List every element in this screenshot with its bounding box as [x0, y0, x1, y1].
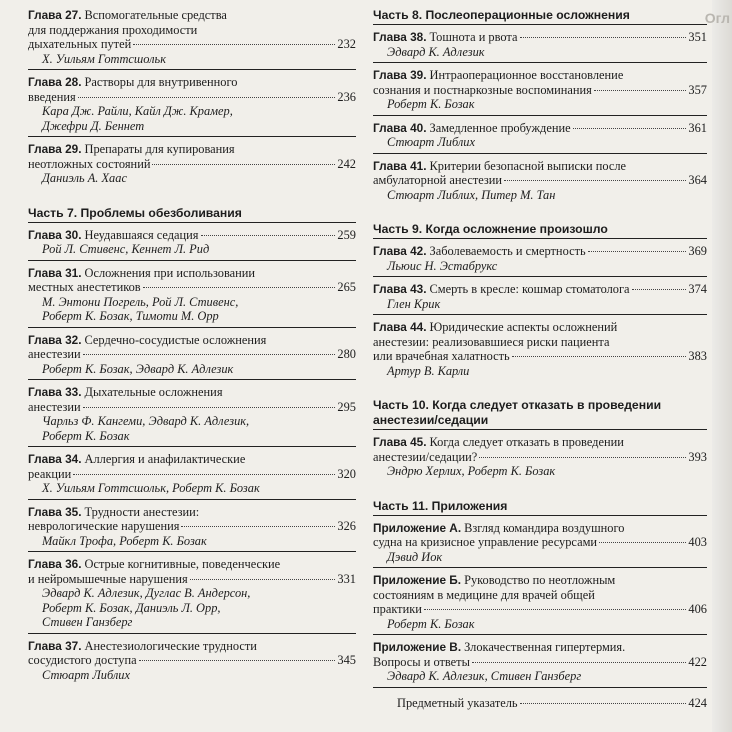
chapter-title: Критерии безопасной выписки после [429, 158, 627, 173]
chapter-authors: Льюис Н. Эстабрукс [387, 258, 498, 273]
chapter-title: Взгляд командира воздушного [464, 520, 625, 535]
left-column [28, 8, 356, 690]
chapter-title-line: анестезии [28, 347, 81, 361]
chapter-authors: Х. Уильям Готтсшольк, Роберт К. Бозак [42, 481, 260, 495]
toc-entry[interactable] [373, 640, 707, 688]
leader-dots [599, 542, 686, 543]
chapter-number: Глава 44. [373, 320, 427, 334]
toc-entry-index[interactable] [373, 696, 707, 711]
chapter-authors: Стюарт Либлих, Питер М. Тан [387, 187, 556, 202]
chapter-authors: Эндрю Херлих, Роберт К. Бозак [387, 464, 556, 478]
chapter-title: Трудности анестезии: [84, 504, 200, 519]
toc-entry[interactable] [373, 244, 707, 277]
chapter-number: Глава 35. [28, 504, 82, 519]
appendix-label: Приложение Б. [373, 573, 462, 587]
leader-dots [472, 662, 687, 663]
chapter-number: Глава 32. [28, 332, 82, 347]
chapter-authors: М. Энтони Погрель, Рой Л. Стивенс, [42, 294, 239, 309]
chapter-authors: Глен Крик [387, 296, 441, 311]
page-number: 393 [688, 449, 707, 464]
page-number: 369 [688, 244, 707, 258]
chapter-authors: Стюарт Либлих [387, 135, 476, 149]
leader-dots [73, 474, 335, 475]
chapter-title: Дыхательные осложнения [84, 385, 223, 399]
chapter-authors: Стюарт Либлих [42, 667, 131, 682]
bleed-through-text: Огл [704, 10, 730, 26]
toc-entry[interactable] [373, 573, 707, 635]
chapter-authors: Майкл Трофа, Роберт К. Бозак [42, 533, 207, 548]
chapter-title-line: Вопросы и ответы [373, 654, 470, 669]
toc-entry[interactable] [28, 385, 356, 447]
leader-dots [190, 579, 336, 580]
chapter-title-line: сознания и постнаркозные воспоминания [373, 82, 592, 97]
page-number: 364 [688, 173, 707, 187]
chapter-title: Юридические аспекты осложнений [429, 320, 618, 334]
chapter-title: Анестезиологические трудности [84, 638, 257, 653]
toc-entry[interactable] [28, 142, 356, 189]
toc-entry[interactable] [373, 30, 707, 63]
chapter-number: Глава 37. [28, 638, 82, 653]
leader-dots [152, 164, 335, 165]
chapter-title-line: дыхательных путей [28, 37, 132, 51]
part-heading: Часть 11. Приложения [373, 499, 707, 516]
chapter-title-line: реакции [28, 466, 72, 481]
page-number: 259 [337, 227, 356, 242]
page-number: 357 [688, 82, 707, 97]
page-number: 326 [337, 519, 356, 533]
chapter-authors: Эдвард К. Адлезик, Стивен Ганзберг [387, 669, 582, 683]
toc-entry[interactable] [28, 639, 356, 686]
appendix-label: Приложение В. [373, 640, 462, 654]
chapter-title: Заболеваемость и смертность [429, 244, 586, 258]
chapter-authors: Стивен Ганзберг [42, 615, 133, 629]
page-number: 361 [688, 120, 707, 135]
chapter-authors: Роберт К. Бозак, Тимоти М. Орр [42, 309, 219, 323]
chapter-number: Глава 28. [28, 75, 82, 89]
page-number: 406 [688, 602, 707, 616]
toc-entry[interactable] [28, 452, 356, 500]
chapter-number: Глава 43. [373, 282, 427, 296]
toc-entry[interactable] [373, 282, 707, 315]
page-number: 351 [688, 30, 707, 44]
leader-dots [143, 287, 336, 288]
chapter-title-line: сосудистого доступа [28, 653, 137, 667]
chapter-title: Злокачественная гипертермия. [464, 640, 626, 654]
chapter-title-line: анестезии [28, 399, 81, 414]
part-heading-line: Часть 10. Когда следует отказать в проведении [373, 398, 662, 412]
page-number: 295 [337, 399, 356, 414]
chapter-authors: Роберт К. Бозак [42, 428, 130, 443]
toc-entry[interactable] [373, 121, 707, 154]
chapter-title-line: анестезии/седации? [373, 449, 478, 464]
page-number: 280 [337, 347, 356, 361]
page-number: 236 [337, 89, 356, 104]
page-number: 331 [337, 571, 356, 586]
toc-entry[interactable] [28, 266, 356, 328]
leader-dots [588, 251, 687, 252]
chapter-number: Глава 39. [373, 68, 427, 82]
chapter-title: Интраоперационное восстановление [429, 68, 624, 82]
toc-entry[interactable] [373, 521, 707, 569]
chapter-title-line: судна на кризисное управление ресурсами [373, 535, 598, 549]
chapter-title: Когда следует отказать в проведении [429, 435, 624, 449]
chapter-title: Замедленное пробуждение [429, 120, 571, 135]
index-title: Предметный указатель [397, 695, 518, 710]
chapter-title: Смерть в кресле: кошмар стоматолога [429, 282, 630, 296]
page-number: 424 [688, 695, 707, 710]
appendix-label: Приложение А. [373, 520, 462, 535]
toc-entry[interactable] [373, 68, 707, 116]
chapter-title: Препараты для купирования [84, 142, 235, 156]
toc-entry[interactable] [28, 557, 356, 634]
chapter-authors: Роберт К. Бозак [387, 97, 475, 111]
part-heading: Часть 9. Когда осложнение произошло [373, 222, 707, 239]
chapter-title-line: практики [373, 602, 422, 616]
chapter-number: Глава 34. [28, 452, 82, 466]
leader-dots [133, 44, 335, 45]
chapter-title-line: для поддержания проходимости [28, 22, 198, 37]
chapter-title: Руководство по неотложным [464, 573, 616, 587]
right-column [373, 8, 707, 710]
chapter-number: Глава 31. [28, 265, 82, 280]
page-number: 242 [337, 156, 356, 171]
leader-dots [78, 97, 336, 98]
chapter-number: Глава 27. [28, 8, 82, 22]
chapter-title: Неудавшаяся седация [84, 227, 199, 242]
chapter-number: Глава 38. [373, 30, 427, 44]
leader-dots [632, 289, 687, 290]
chapter-title: Тошнота и рвота [429, 30, 518, 44]
page-number: 345 [337, 653, 356, 667]
toc-entry[interactable] [373, 435, 707, 482]
chapter-number: Глава 40. [373, 120, 427, 135]
part-heading [373, 398, 707, 430]
page-number: 374 [688, 282, 707, 296]
chapter-authors: Х. Уильям Готтсшольк [42, 51, 166, 66]
part-heading: Часть 7. Проблемы обезболивания [28, 206, 356, 223]
chapter-authors: Эдвард К. Адлезик [387, 44, 485, 59]
leader-dots [139, 660, 336, 661]
chapter-authors: Роберт К. Бозак, Эдвард К. Адлезик [42, 361, 234, 376]
chapter-title: Сердечно-сосудистые осложнения [84, 332, 267, 347]
chapter-number: Глава 30. [28, 227, 82, 242]
chapter-title-line: анестезии: реализовавшиеся риски пациента [373, 334, 610, 349]
part-heading-line: анестезии/седации [373, 413, 489, 427]
toc-entry[interactable] [373, 159, 707, 206]
chapter-title-line: амбулаторной анестезии [373, 173, 503, 187]
leader-dots [504, 180, 686, 181]
page-edge-shadow [704, 0, 732, 732]
chapter-authors: Рой Л. Стивенс, Кеннет Л. Рид [42, 242, 210, 256]
leader-dots [83, 407, 336, 408]
page-number: 320 [337, 466, 356, 481]
chapter-title-line: неотложных состояний [28, 156, 151, 171]
chapter-number: Глава 36. [28, 557, 82, 571]
chapter-authors: Артур В. Карли [387, 363, 470, 378]
toc-entry[interactable] [28, 333, 356, 381]
page-number: 232 [337, 37, 356, 51]
part-heading: Часть 8. Послеоперационные осложнения [373, 8, 707, 25]
chapter-authors: Роберт К. Бозак, Даниэль Л. Орр, [42, 600, 221, 615]
page-number: 265 [337, 280, 356, 294]
chapter-authors: Эдвард К. Адлезик, Дуглас В. Андерсон, [42, 586, 251, 600]
chapter-authors: Дэвид Иок [387, 549, 443, 564]
leader-dots [512, 356, 687, 357]
chapter-number: Глава 42. [373, 244, 427, 258]
leader-dots [83, 354, 336, 355]
leader-dots [520, 703, 687, 704]
chapter-number: Глава 33. [28, 385, 82, 399]
leader-dots [201, 235, 336, 236]
chapter-title: Аллергия и анафилактические [84, 452, 246, 466]
leader-dots [181, 526, 335, 527]
chapter-title-line: состояниям в медицине для врачей общей [373, 587, 595, 602]
chapter-title: Осложнения при использовании [84, 265, 256, 280]
toc-entry[interactable] [373, 320, 707, 381]
chapter-number: Глава 41. [373, 158, 427, 173]
chapter-title-line: или врачебная халатность [373, 349, 510, 363]
chapter-number: Глава 45. [373, 435, 427, 449]
leader-dots [479, 457, 686, 458]
chapter-authors: Даниэль А. Хаас [42, 171, 127, 185]
leader-dots [594, 90, 687, 91]
chapter-number: Глава 29. [28, 142, 82, 156]
chapter-title-line: местных анестетиков [28, 280, 141, 294]
chapter-authors: Кара Дж. Райли, Кайл Дж. Крамер, [42, 104, 233, 118]
chapter-authors: Чарльз Ф. Кангеми, Эдвард К. Адлезик, [42, 414, 250, 428]
leader-dots [573, 128, 687, 129]
chapter-authors: Роберт К. Бозак [387, 616, 475, 631]
page-number: 422 [688, 654, 707, 669]
chapter-title: Острые когнитивные, поведенческие [84, 557, 281, 571]
chapter-title-line: введения [28, 89, 76, 104]
chapter-authors: Джефри Д. Беннет [42, 118, 145, 133]
toc-entry[interactable] [28, 8, 356, 70]
chapter-title: Растворы для внутривенного [84, 75, 238, 89]
page-number: 403 [688, 535, 707, 549]
toc-entry[interactable] [28, 75, 356, 137]
chapter-title: Вспомогательные средства [84, 8, 227, 22]
leader-dots [520, 37, 687, 38]
chapter-title-line: неврологические нарушения [28, 519, 180, 533]
chapter-title-line: и нейромышечные нарушения [28, 571, 188, 586]
toc-entry[interactable] [28, 228, 356, 261]
page-number: 383 [688, 349, 707, 363]
toc-entry[interactable] [28, 505, 356, 553]
leader-dots [424, 609, 687, 610]
